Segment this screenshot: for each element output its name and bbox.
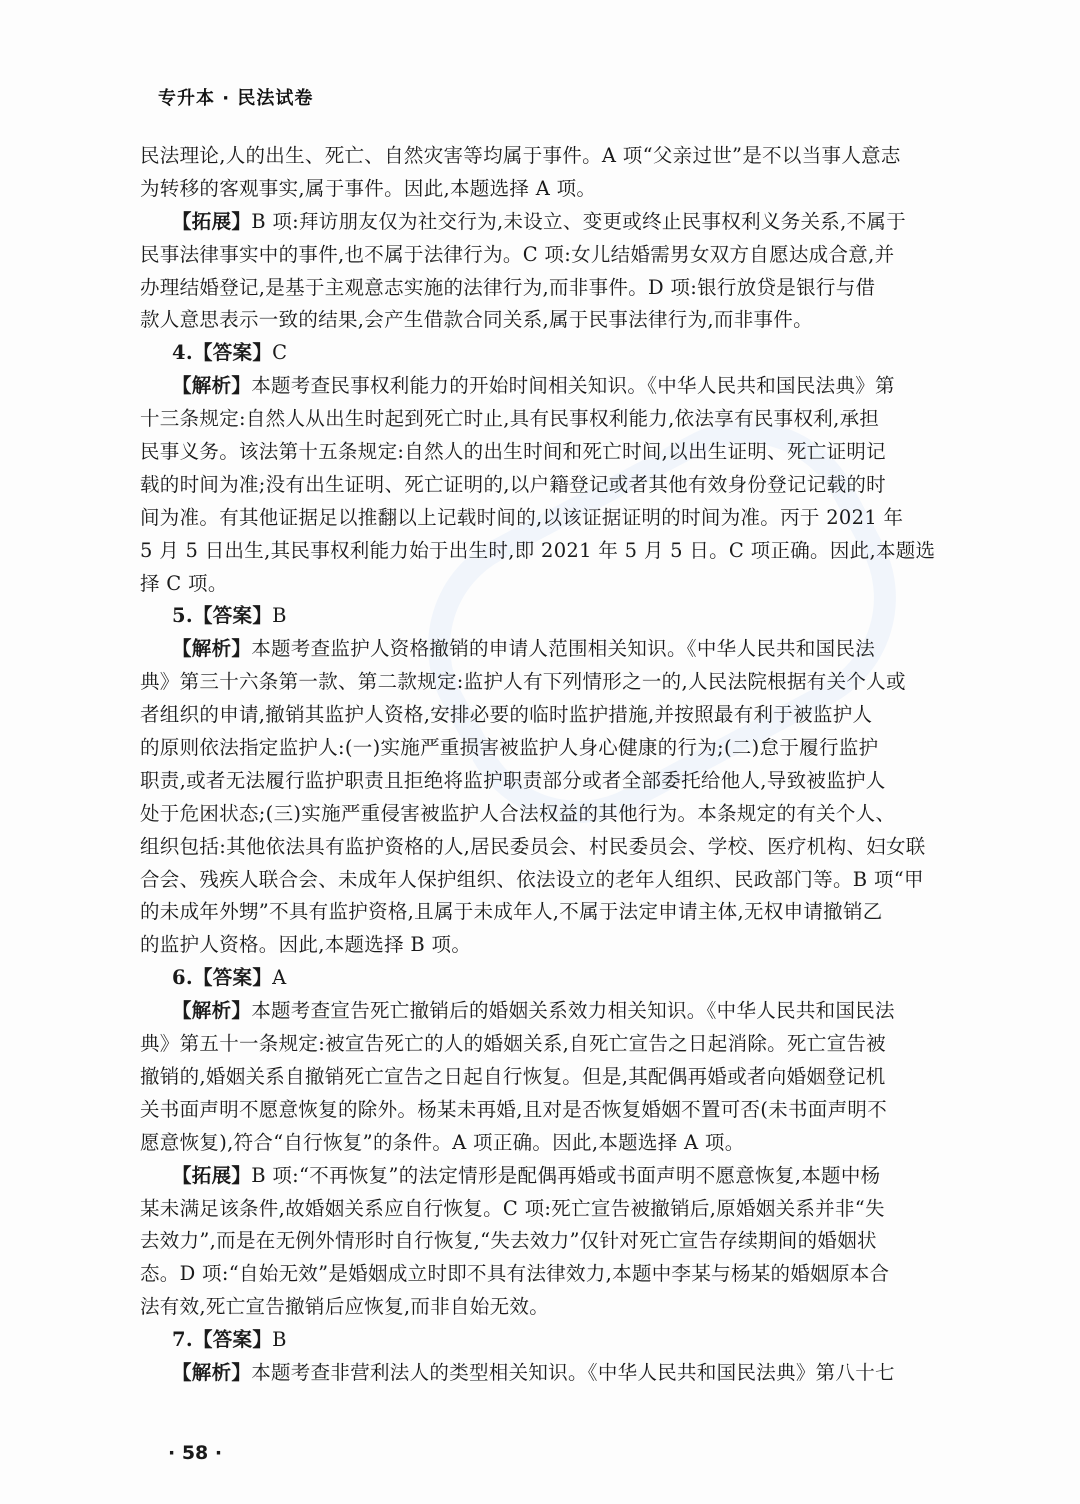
- line-text: 十三条规定:自然人从出生时起到死亡时止,具有民事权利能力,依法享有民事权利,承担: [140, 407, 880, 431]
- text-line: [140, 403, 940, 436]
- text-line: [140, 535, 940, 568]
- line-text: 态。D 项:“自始无效”是婚姻成立时即不具有法律效力,本题中李某与杨某的婚姻原本合: [140, 1262, 890, 1286]
- line-text: 去效力”,而是在无例外情形时自行恢复,“失去效力”仅针对死亡宣告存续期间的婚姻状: [140, 1229, 877, 1253]
- text-line: [140, 699, 940, 732]
- text-line: [140, 929, 940, 962]
- text-line: [140, 568, 940, 601]
- line-text: 间为准。有其他证据足以推翻以上记载时间的,以该证据证明的时间为准。丙于 2021 年: [140, 505, 904, 529]
- line-text: 本题考查宣告死亡撤销后的婚姻关系效力相关知识。《中华人民共和国民法: [251, 999, 895, 1023]
- text-line: [140, 864, 940, 897]
- text-line: [140, 600, 940, 633]
- text-line: [140, 995, 940, 1028]
- line-text: 本题考查民事权利能力的开始时间相关知识。《中华人民共和国民法典》第: [251, 374, 895, 398]
- section-tag: 5.【答案】: [172, 604, 273, 628]
- text-line: [140, 337, 940, 370]
- line-text: B: [272, 604, 287, 628]
- line-text: 本题考查非营利法人的类型相关知识。《中华人民共和国民法典》第八十七: [251, 1360, 895, 1384]
- line-text: 组织包括:其他依法具有监护资格的人,居民委员会、村民委员会、学校、医疗机构、妇女联: [140, 834, 926, 858]
- line-text: 愿意恢复),符合“自行恢复”的条件。A 项正确。因此,本题选择 A 项。: [140, 1130, 745, 1154]
- text-line: [140, 831, 940, 864]
- section-tag: 【解析】: [172, 374, 252, 398]
- text-line: [140, 1324, 940, 1357]
- text-line: [140, 732, 940, 765]
- line-text: 择 C 项。: [140, 571, 228, 595]
- text-line: [140, 1258, 940, 1291]
- text-line: [140, 140, 940, 173]
- line-text: B 项:拜访朋友仅为社交行为,未设立、变更或终止民事权利义务关系,不属于: [251, 209, 906, 233]
- text-line: [140, 633, 940, 666]
- line-text: 处于危困状态;(三)实施严重侵害被监护人合法权益的其他行为。本条规定的有关个人、: [140, 801, 896, 825]
- line-text: 本题考查监护人资格撤销的申请人范围相关知识。《中华人民共和国民法: [251, 637, 876, 661]
- line-text: B: [272, 1328, 287, 1352]
- text-line: [140, 469, 940, 502]
- text-line: [140, 896, 940, 929]
- text-line: [140, 798, 940, 831]
- text-line: [140, 1357, 940, 1390]
- section-tag: 4.【答案】: [172, 341, 273, 365]
- line-text: 者组织的申请,撤销其监护人资格,安排必要的临时监护措施,并按照最有利于被监护人: [140, 703, 873, 727]
- text-line: [140, 1193, 940, 1226]
- line-text: 5 月 5 日出生,其民事权利能力始于出生时,即 2021 年 5 月 5 日。C 项正确。因此,本题选: [140, 538, 936, 562]
- text-line: [140, 206, 940, 239]
- section-tag: 【解析】: [172, 999, 252, 1023]
- text-line: [140, 304, 940, 337]
- section-tag: 【解析】: [172, 1360, 252, 1384]
- line-text: A: [272, 966, 287, 990]
- line-text: 款人意思表示一致的结果,会产生借款合同关系,属于民事法律行为,而非事件。: [140, 308, 813, 332]
- text-line: [140, 1061, 940, 1094]
- line-text: 为转移的客观事实,属于事件。因此,本题选择 A 项。: [140, 176, 597, 200]
- text-line: [140, 272, 940, 305]
- line-text: 关书面声明不愿意恢复的除外。杨某未再婚,且对是否恢复婚姻不置可否(未书面声明不: [140, 1097, 888, 1121]
- line-text: 典》第五十一条规定:被宣告死亡的人的婚姻关系,自死亡宣告之日起消除。死亡宣告被: [140, 1032, 886, 1056]
- line-text: 办理结婚登记,是基于主观意志实施的法律行为,而非事件。D 项:银行放贷是银行与借: [140, 275, 876, 299]
- page-number: · 58 ·: [168, 1442, 223, 1464]
- text-line: [140, 1160, 940, 1193]
- section-tag: 7.【答案】: [172, 1328, 273, 1352]
- text-line: [140, 239, 940, 272]
- section-tag: 6.【答案】: [172, 966, 273, 990]
- line-text: 民法理论,人的出生、死亡、自然灾害等均属于事件。A 项“父亲过世”是不以当事人意志: [140, 144, 901, 167]
- text-line: [140, 436, 940, 469]
- line-text: 民事法律事实中的事件,也不属于法律行为。C 项:女儿结婚需男女双方自愿达成合意,并: [140, 242, 895, 266]
- text-line: [140, 765, 940, 798]
- text-line: [140, 502, 940, 535]
- line-text: 的原则依法指定监护人:(一)实施严重损害被监护人身心健康的行为;(二)怠于履行监护: [140, 736, 879, 760]
- line-text: B 项:“不再恢复”的法定情形是配偶再婚或书面声明不愿意恢复,本题中杨: [251, 1163, 881, 1187]
- line-text: 民事义务。该法第十五条规定:自然人的出生时间和死亡时间,以出生证明、死亡证明记: [140, 440, 886, 464]
- line-text: 的监护人资格。因此,本题选择 B 项。: [140, 933, 472, 957]
- line-text: 法有效,死亡宣告撤销后应恢复,而非自始无效。: [140, 1295, 549, 1319]
- line-text: 的未成年外甥”不具有监护资格,且属于未成年人,不属于法定申请主体,无权申请撤销乙: [140, 900, 883, 924]
- text-line: [140, 962, 940, 995]
- section-tag: 【解析】: [172, 637, 252, 661]
- text-line: [140, 370, 940, 403]
- text-line: [140, 1028, 940, 1061]
- text-line: [140, 1225, 940, 1258]
- section-tag: 【拓展】: [172, 209, 252, 233]
- line-text: 典》第三十六条第一款、第二款规定:监护人有下列情形之一的,人民法院根据有关个人或: [140, 670, 906, 694]
- text-line: [140, 1127, 940, 1160]
- running-header: 专升本 · 民法试卷: [158, 88, 314, 109]
- text-line: [140, 1291, 940, 1324]
- line-text: C: [272, 341, 288, 365]
- text-line: [140, 1094, 940, 1127]
- text-line: [140, 666, 940, 699]
- text-line: [140, 173, 940, 206]
- page-body: [140, 140, 940, 1390]
- line-text: 载的时间为准;没有出生证明、死亡证明的,以户籍登记或者其他有效身份登记记载的时: [140, 472, 886, 496]
- line-text: 某未满足该条件,故婚姻关系应自行恢复。C 项:死亡宣告被撤销后,原婚姻关系并非“失: [140, 1196, 885, 1220]
- line-text: 撤销的,婚姻关系自撤销死亡宣告之日起自行恢复。但是,其配偶再婚或者向婚姻登记机: [140, 1064, 886, 1088]
- line-text: 职责,或者无法履行监护职责且拒绝将监护职责部分或者全部委托给他人,导致被监护人: [140, 768, 886, 792]
- section-tag: 【拓展】: [172, 1163, 252, 1187]
- line-text: 合会、残疾人联合会、未成年人保护组织、依法设立的老年人组织、民政部门等。B 项“甲: [140, 867, 924, 891]
